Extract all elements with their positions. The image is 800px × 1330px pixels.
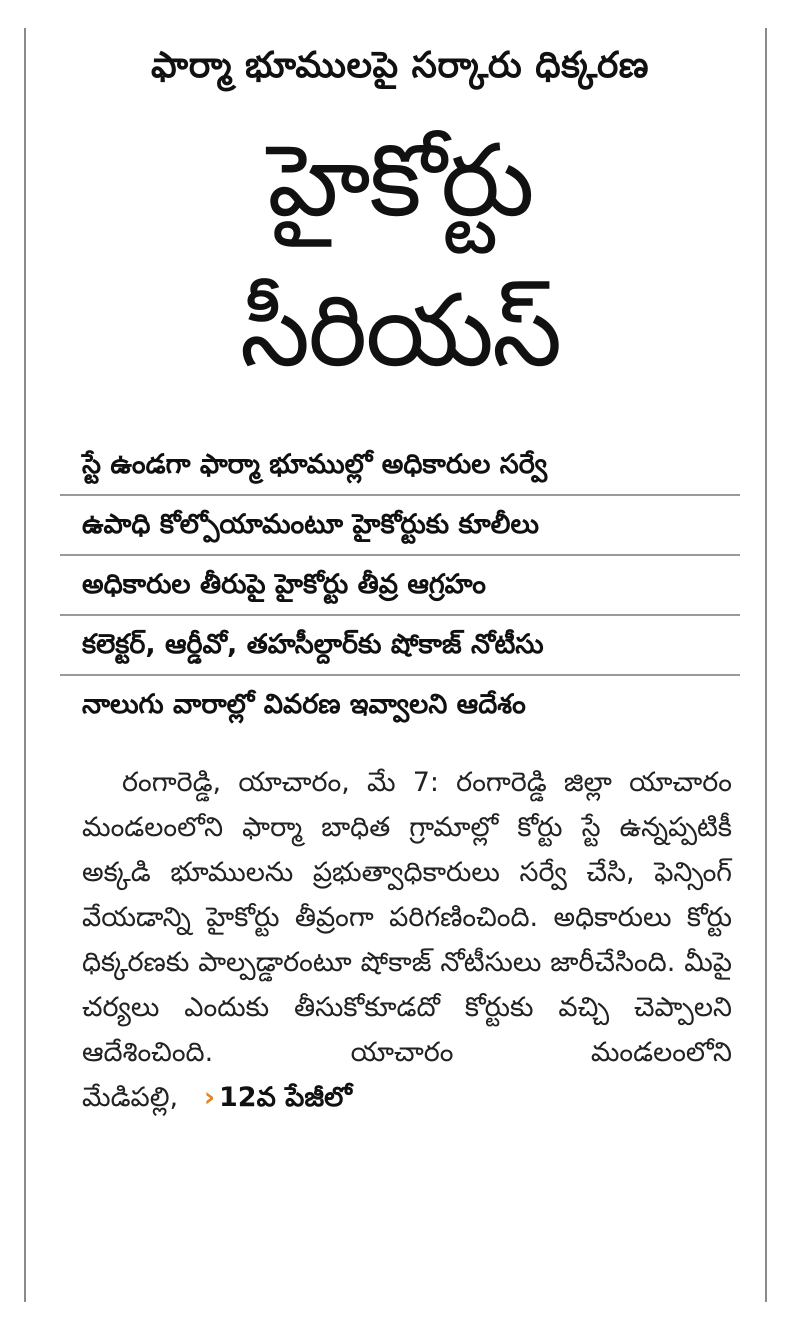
article-kicker: ఫార్మా భూములపై సర్కారు ధిక్కరణ	[150, 45, 650, 86]
subheadline-item: కలెక్టర్‌, ఆర్డీవో, తహసీల్దార్‌కు షోకాజ్‌ నోటీసు	[60, 616, 740, 676]
headline-line-2: సీరియస్‌	[239, 272, 561, 389]
article-headline	[60, 106, 740, 406]
column-rule-right	[765, 28, 767, 1302]
news-article	[60, 36, 740, 1120]
article-body	[60, 760, 732, 1120]
subheadline-item: స్టే ఉండగా ఫార్మా భూముల్లో అధికారుల సర్వే	[60, 436, 740, 496]
subheadline-item: నాలుగు వారాల్లో వివరణ ఇవ్వాలని ఆదేశం	[82, 689, 526, 720]
subheadline-item: అధికారుల తీరుపై హైకోర్టు తీవ్ర ఆగ్రహం	[60, 556, 740, 616]
chevron-right-icon: ›	[203, 1082, 216, 1113]
body-text: రంగారెడ్డి, యాచారం, మే 7: రంగారెడ్డి జిల్లా యాచారం మండలంలోని ఫార్మా బాధిత గ్రామాల్లో కోర్టు స్టే ఉన్నప్పటికీ అక్కడి భూములను ప్రభుత్వాధికారులు సర్వే చేసి, ఫెన్సింగ్‌ వేయడాన్ని హైకోర్టు తీవ్రంగా పరిగణించింది. అధికారులు కోర్టు ధిక్కరణకు పాల్పడ్డారంటూ షోకాజ్‌ నోటీసులు జారీచేసింది. మీపై చర్యలు ఎందుకు తీసుకోకూడదో కోర్టుకు వచ్చి చెప్పాలని ఆదేశించింది. యాచారం మండలంలోని మేడిపల్లి,	[82, 767, 732, 1113]
continued-page-label: 12వ పేజీలో	[219, 1082, 352, 1113]
subheadline-item: ఉపాధి కోల్పోయామంటూ హైకోర్టుకు కూలీలు	[60, 496, 740, 556]
subheadline-list	[60, 436, 740, 734]
continued-on-page-link[interactable]	[204, 1082, 352, 1113]
headline-line-1: హైకోర్టు	[267, 122, 533, 239]
body-paragraph	[82, 760, 732, 1120]
column-rule-left	[24, 28, 26, 1302]
